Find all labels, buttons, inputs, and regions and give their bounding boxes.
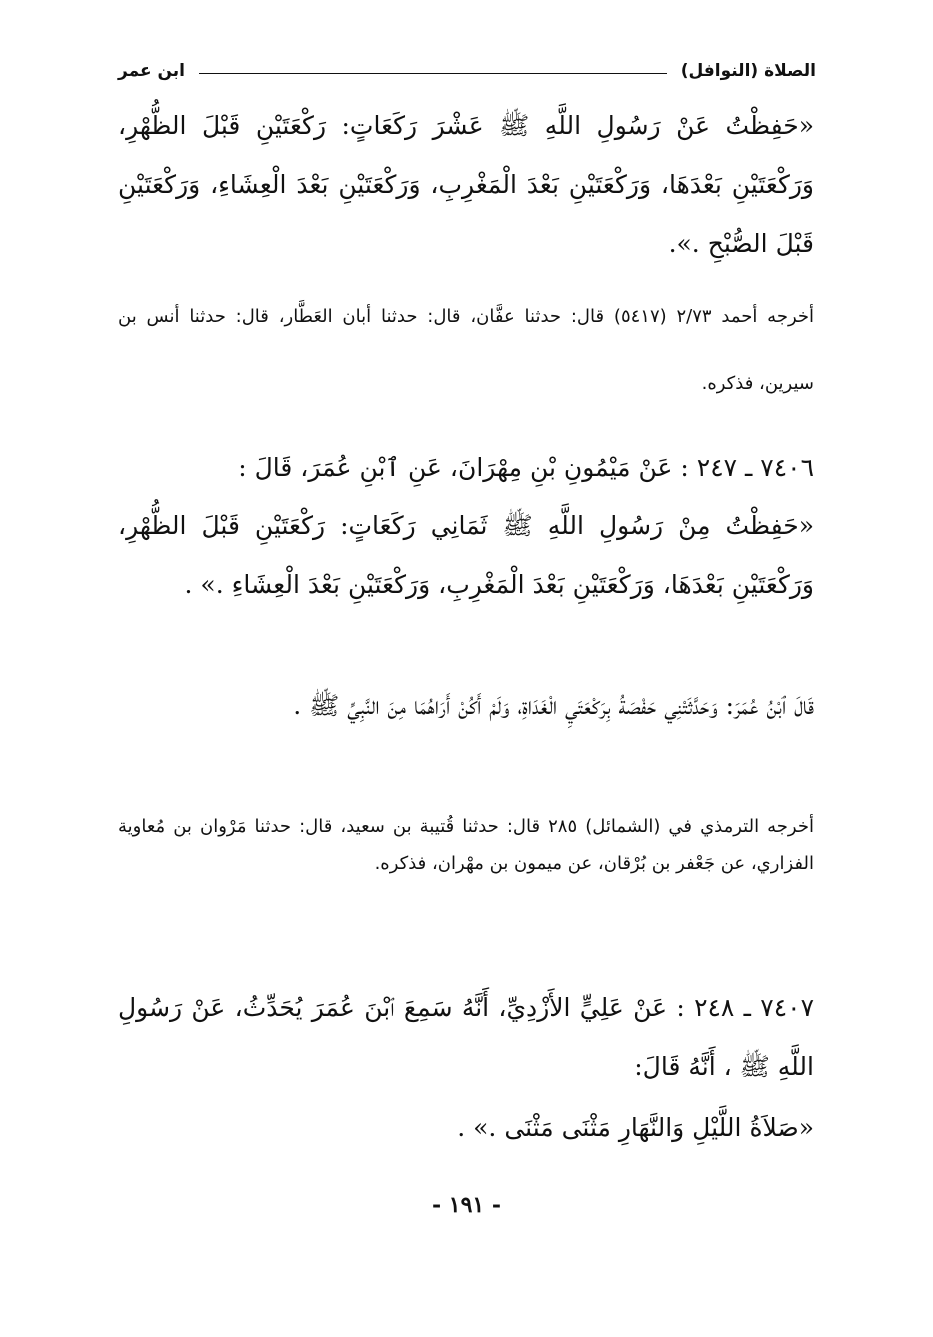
header-chapter-title: الصلاة (النوافل) [680, 61, 816, 81]
hadith-addendum-7406: قَالَ ٱبْنُ عُمَرَ: وَحَدَّثَتْنِي حَفْصَةُ بِرَكْعَتَيِ الْغَدَاةِ، وَلَمْ أَكُنْ أَرَاهُمَا مِنَ النَّبِيِّ ﷺ . [293, 691, 814, 720]
takhrij-note-1: أخرجه أحمد ٢/٧٣ (٥٤١٧) قال: حدثنا عفَّان، قال: حدثنا أبان العَطَّار، قال: حدثنا أنس بن سيرين، فذكره. [118, 306, 815, 394]
hadith-text-7406: «حَفِظْتُ مِنْ رَسُولِ اللَّهِ ﷺ ثَمَانِي رَكَعَاتٍ: رَكْعَتَيْنِ قَبْلَ الظُّهْرِ، وَرَكْعَتَيْنِ بَعْدَهَا، وَرَكْعَتَيْنِ بَعْدَ الْمَغْرِبِ، وَرَكْعَتَيْنِ بَعْدَ الْعِشَاءِ .» . [118, 511, 814, 599]
page-number: - ١٩١ - [431, 1192, 502, 1218]
hadith-heading-7406: ٧٤٠٦ ـ ٢٤٧ : عَنْ مَيْمُونِ بْنِ مِهْرَانَ، عَنِ ٱبْنِ عُمَرَ، قَالَ : [238, 453, 814, 482]
hadith-text-1: «حَفِظْتُ عَنْ رَسُولِ اللَّهِ ﷺ عَشْرَ رَكَعَاتٍ: رَكْعَتَيْنِ قَبْلَ الظُّهْرِ، وَرَكْعَتَيْنِ بَعْدَهَا، وَرَكْعَتَيْنِ بَعْدَ الْمَغْرِبِ، وَرَكْعَتَيْنِ بَعْدَ الْعِشَاءِ، وَرَكْعَتَيْنِ قَبْلَ الصُّبْحِ .». [118, 111, 814, 258]
hadith-text-7407: «صَلاَةُ اللَّيْلِ وَالنَّهَارِ مَثْنَى مَثْنَى .» . [457, 1113, 814, 1142]
running-header [118, 56, 816, 86]
header-rule [199, 73, 667, 74]
header-narrator-name: ابن عمر [118, 61, 186, 81]
takhrij-note-2: أخرجه الترمذي في (الشمائل) ٢٨٥ قال: حدثنا قُتيبة بن سعيد، قال: حدثنا مَرْوان بن مُعاوية الفزاري، عن جَعْفر بن بُرْقان، عن ميمون بن مهْران، فذكره. [118, 816, 814, 874]
hadith-heading-7407: ٧٤٠٧ ـ ٢٤٨ : عَنْ عَلِيٍّ الأَزْدِيِّ، أَنَّهُ سَمِعَ ٱبْنَ عُمَرَ يُحَدِّثُ، عَنْ رَسُولِ اللَّهِ ﷺ ، أَنَّهُ قَالَ: [118, 993, 814, 1081]
